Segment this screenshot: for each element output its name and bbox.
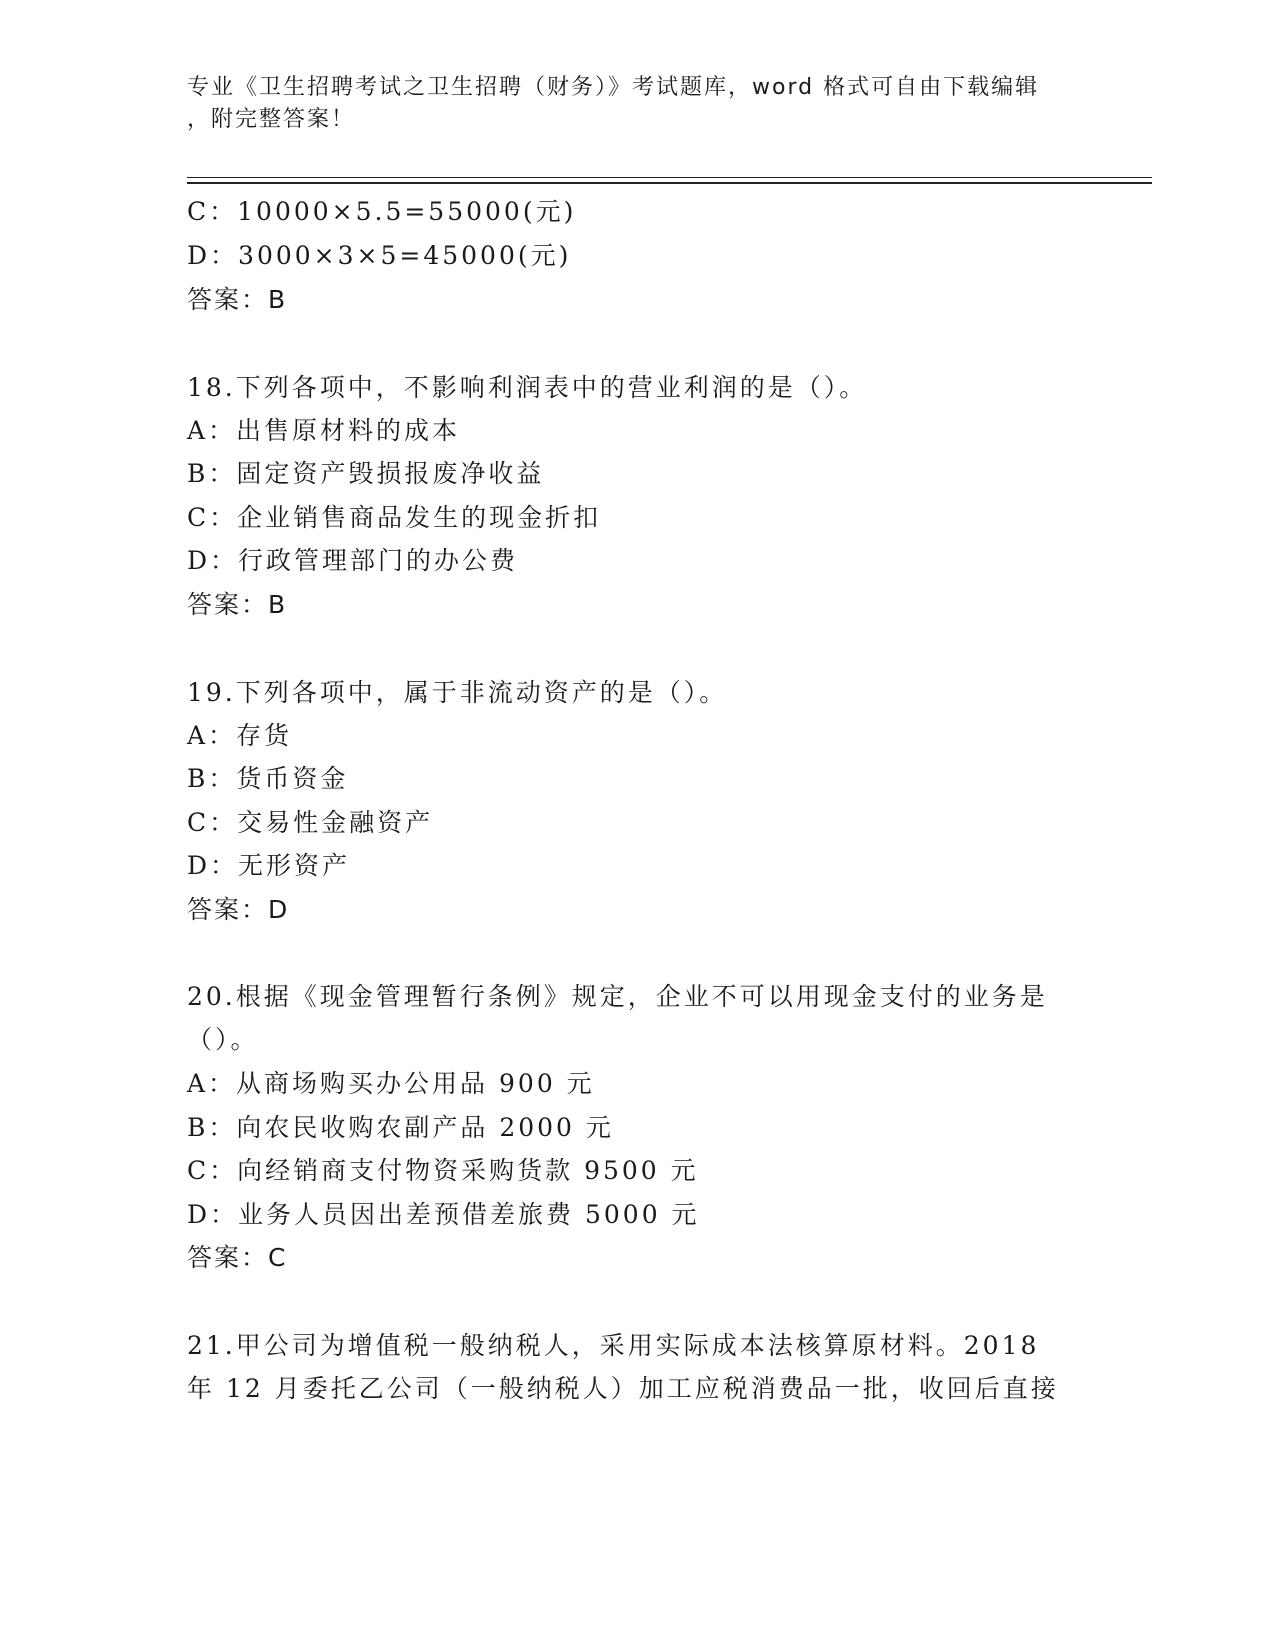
q19-option-c: C：交易性金融资产 (187, 808, 434, 837)
header-line-1: 专业《卫生招聘考试之卫生招聘（财务）》考试题库，word 格式可自由下载编辑 (187, 75, 1040, 100)
q20-question-line-2: （）。 (187, 1025, 259, 1054)
header-line-2: ，附完整答案！ (187, 107, 356, 132)
q21-question-line-2: 年 12 月委托乙公司（一般纳税人）加工应税消费品一批，收回后直接 (187, 1374, 1059, 1403)
q20-option-a: A：从商场购买办公用品 900 元 (187, 1069, 595, 1098)
q19-question: 19.下列各项中，属于非流动资产的是（）。 (187, 678, 728, 707)
q18-option-d: D：行政管理部门的办公费 (187, 546, 519, 575)
q19-option-a: A：存货 (187, 721, 293, 750)
q20-option-c: C：向经销商支付物资采购货款 9500 元 (187, 1156, 699, 1185)
q17-answer: 答案：B (187, 285, 288, 314)
q20-option-b: B：向农民收购农副产品 2000 元 (187, 1113, 614, 1142)
q19-option-d: D：无形资产 (187, 851, 351, 880)
q18-option-a: A：出售原材料的成本 (187, 416, 461, 445)
q19-answer: 答案：D (187, 895, 290, 924)
q20-option-d: D：业务人员因出差预借差旅费 5000 元 (187, 1200, 700, 1229)
q18-question: 18.下列各项中，不影响利润表中的营业利润的是（）。 (187, 373, 868, 402)
q21-question-line-1: 21.甲公司为增值税一般纳税人，采用实际成本法核算原材料。2018 (187, 1331, 1040, 1360)
q20-answer: 答案：C (187, 1243, 288, 1272)
q18-option-c: C：企业销售商品发生的现金折扣 (187, 503, 602, 532)
q17-option-c: C：10000×5.5=55000(元) (187, 197, 577, 226)
q19-option-b: B：货币资金 (187, 764, 349, 793)
q18-option-b: B：固定资产毁损报废净收益 (187, 459, 545, 488)
q20-question-line-1: 20.根据《现金管理暂行条例》规定，企业不可以用现金支付的业务是 (187, 982, 1048, 1011)
header-divider-thick (187, 182, 1152, 184)
header-divider-thin (187, 177, 1152, 178)
document-header (187, 72, 1087, 136)
q17-option-d: D：3000×3×5=45000(元) (187, 241, 572, 270)
q18-answer: 答案：B (187, 590, 288, 619)
